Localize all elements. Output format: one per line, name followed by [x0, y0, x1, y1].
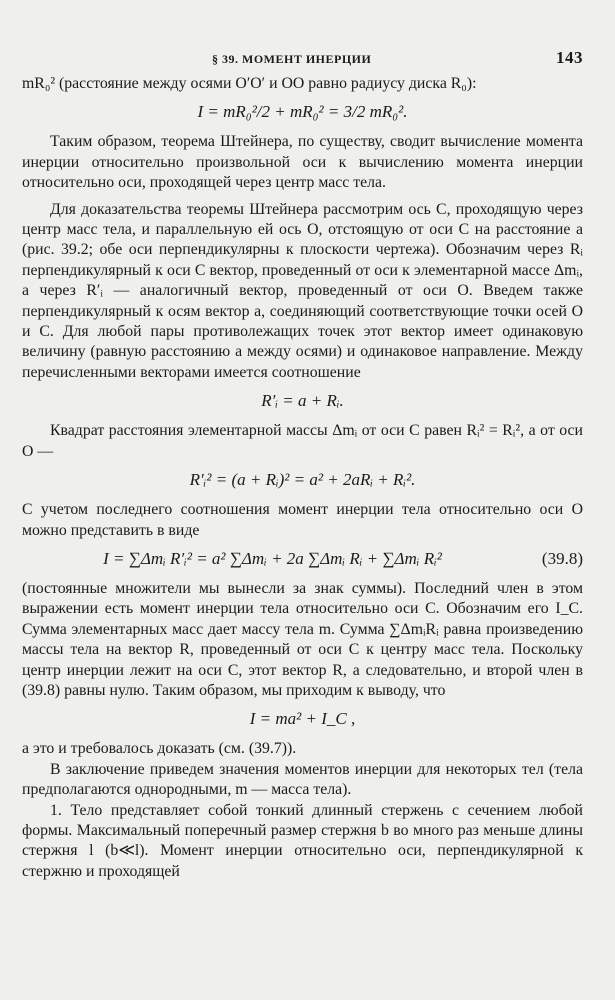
equation: R′ᵢ² = (a + Rᵢ)² = a² + 2aRᵢ + Rᵢ². — [189, 470, 416, 490]
paragraph: mR₀² (расстояние между осями O′O′ и OO равно радиусу диска R₀): — [22, 75, 477, 92]
equation-number: (39.8) — [541, 548, 583, 568]
paragraph: (постоянные множители мы вынесли за знак суммы). Последний член в этом выражении есть момент инерции тела относительно оси C. Обозначим его I_C. Сумма элементарных масс дает массу тела m. Сумма ∑ΔmᵢRᵢ равна произведению массы тела на вектор R, проведенный от оси C к центру масс тела. Поскольку центр инерции лежит на оси C, этот вектор R, а следовательно, и второй член в (39.8) равны нулю. Таким образом, мы приходим к выводу, что — [22, 579, 583, 699]
paragraph: В заключение приведем значения моментов инерции для некоторых тел (тела предполагаются однородными, m — масса тела). — [22, 760, 583, 799]
paragraph: Для доказательства теоремы Штейнера рассмотрим ось C, проходящую через центр масс тела, и параллельную ей ось O, отстоящую от оси C на расстояние a (рис. 39.2; обе оси перпендикулярны к плоскости чертежа). Обозначим через Rᵢ перпендикулярный к оси C вектор, проведенный от оси к элементарной массе Δmᵢ, а через R′ᵢ — аналогичный вектор, проведенный от оси O. Введем также перпендикулярный к осям вектор a, соединяющий соответствующие точки осей O и C. Для любой пары противолежащих точек этот вектор имеет одинаковую величину (равную расстоянию a между осями) и одинаковое направление. Между перечисленными векторами имеется соотношение — [22, 200, 583, 381]
page-number: 143 — [556, 48, 583, 67]
equation: I = mR₀²/2 + mR₀² = 3/2 mR₀². — [197, 102, 408, 122]
paragraph: 1. Тело представляет собой тонкий длинный стержень с сечением любой формы. Максимальный поперечный размер стержня b во много раз меньше длины стержня l (b≪l). Момент инерции относительно оси, перпендикулярной к стержню и проходящей — [22, 801, 583, 880]
paragraph: а это и требовалось доказать (см. (39.7)). — [22, 740, 297, 758]
equation: R′ᵢ = a + Rᵢ. — [261, 391, 344, 411]
paragraph: С учетом последнего соотношения момент инерции тела относительно оси O можно представить в виде — [22, 501, 583, 539]
equation-39-8 — [22, 549, 583, 569]
equation-body: I = ∑Δmᵢ R′ᵢ² = a² ∑Δmᵢ + 2a ∑Δmᵢ Rᵢ + ∑Δmᵢ Rᵢ² — [103, 548, 442, 568]
paragraph: Квадрат расстояния элементарной массы Δmᵢ от оси C равен Rᵢ² = Rᵢ², а от оси O — — [22, 422, 583, 460]
paragraph: Таким образом, теорема Штейнера, по существу, сводит вычисление момента инерции относительно произвольной оси к вычислению момента инерции относительно оси, проходящей через центр масс тела. — [22, 133, 583, 192]
running-head — [22, 44, 583, 74]
equation: I = ma² + I_C , — [249, 709, 356, 729]
section-title: § 39. МОМЕНТ ИНЕРЦИИ — [212, 52, 372, 66]
